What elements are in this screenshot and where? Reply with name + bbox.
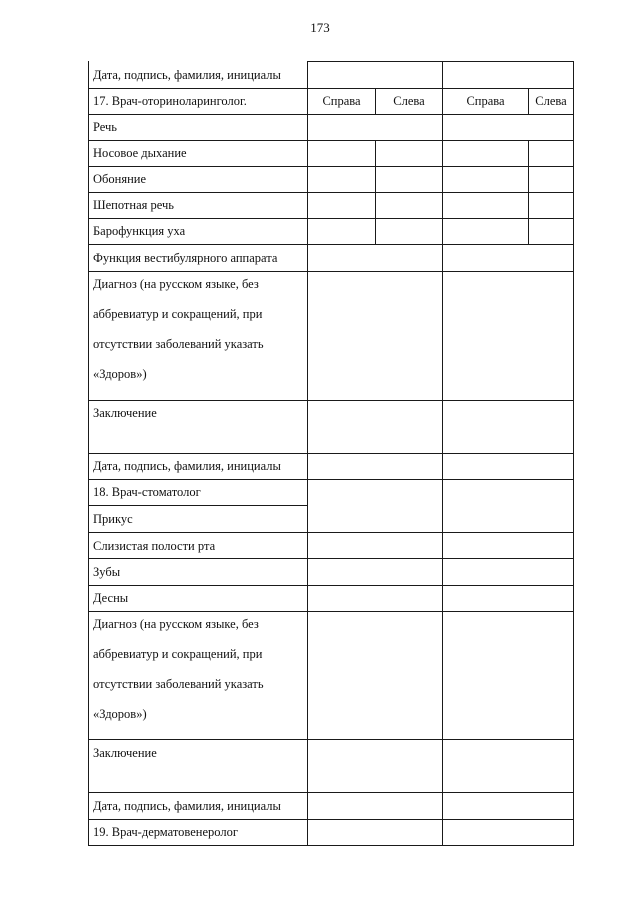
diagnosis-label-line: «Здоров») xyxy=(93,707,147,721)
row-line xyxy=(88,585,573,586)
signature-row-label: Дата, подпись, фамилия, инициалы xyxy=(93,799,281,813)
row-line xyxy=(88,244,573,245)
ent-section-header: 17. Врач-оториноларинголог. xyxy=(93,94,247,108)
row-line xyxy=(88,271,573,272)
row-line xyxy=(88,453,573,454)
bite-row-label: Прикус xyxy=(93,512,133,526)
row-line xyxy=(88,505,307,506)
diagnosis-label-line: Диагноз (на русском языке, без xyxy=(93,277,259,291)
conclusion-row-label: Заключение xyxy=(93,406,157,420)
row-line xyxy=(88,479,573,480)
column-left-label: Слева xyxy=(535,94,567,108)
col-line xyxy=(442,61,443,846)
diagnosis-label-line: аббревиатур и сокращений, при xyxy=(93,647,263,661)
col-line xyxy=(88,61,89,846)
row-line xyxy=(88,739,573,740)
row-line xyxy=(88,192,573,193)
row-line xyxy=(88,140,573,141)
diagnosis-label-line: отсутствии заболеваний указать xyxy=(93,337,264,351)
gums-row-label: Десны xyxy=(93,591,129,605)
diagnosis-label-line: «Здоров») xyxy=(93,367,147,381)
row-line xyxy=(88,845,573,846)
col-line xyxy=(528,140,529,245)
diagnosis-label-line: аббревиатур и сокращений, при xyxy=(93,307,263,321)
row-line xyxy=(88,114,573,115)
dermatologist-section-header: 19. Врач-дерматовенеролог xyxy=(93,825,238,839)
row-line xyxy=(88,166,573,167)
smell-row-label: Обоняние xyxy=(93,172,147,186)
row-line xyxy=(88,792,573,793)
column-right-label: Справа xyxy=(322,94,361,108)
column-right-label: Справа xyxy=(466,94,505,108)
row-line xyxy=(88,611,573,612)
signature-row-label: Дата, подпись, фамилия, инициалы xyxy=(93,68,281,82)
ear-barofunction-row-label: Барофункция уха xyxy=(93,224,186,238)
diagnosis-label-line: отсутствии заболеваний указать xyxy=(93,677,264,691)
nasal-breathing-row-label: Носовое дыхание xyxy=(93,146,187,160)
diagnosis-label-line: Диагноз (на русском языке, без xyxy=(93,617,259,631)
col-line xyxy=(573,61,574,846)
row-line xyxy=(88,400,573,401)
oral-mucosa-row-label: Слизистая полости рта xyxy=(93,539,216,553)
row-line xyxy=(88,558,573,559)
signature-row-label: Дата, подпись, фамилия, инициалы xyxy=(93,459,281,473)
row-line xyxy=(88,819,573,820)
dentist-section-header: 18. Врач-стоматолог xyxy=(93,485,201,499)
column-left-label: Слева xyxy=(393,94,425,108)
col-line xyxy=(375,140,376,245)
col-line xyxy=(307,61,308,846)
speech-row-label: Речь xyxy=(93,120,118,134)
row-line xyxy=(308,61,573,62)
row-line xyxy=(88,532,573,533)
row-line xyxy=(88,88,573,89)
conclusion-row-label: Заключение xyxy=(93,746,157,760)
page-number: 173 xyxy=(310,20,330,35)
vestibular-function-row-label: Функция вестибулярного аппарата xyxy=(93,251,278,265)
teeth-row-label: Зубы xyxy=(93,565,121,579)
row-line xyxy=(88,218,573,219)
whisper-speech-row-label: Шепотная речь xyxy=(93,198,174,212)
